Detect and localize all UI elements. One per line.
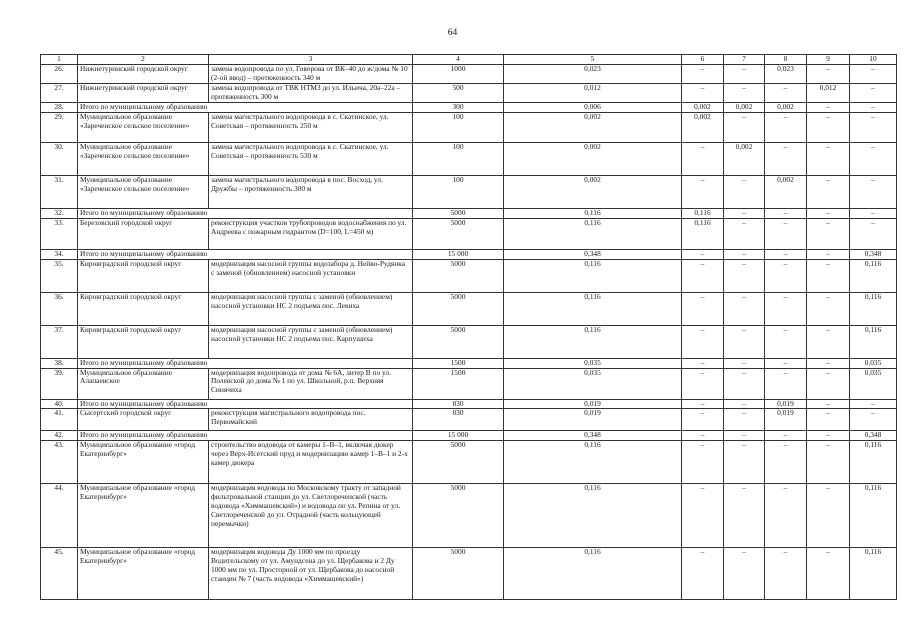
value-col-7: 0,002 — [724, 142, 765, 175]
value-col-8: – — [765, 259, 807, 292]
value-col-7: – — [724, 112, 765, 142]
total-row — [41, 208, 897, 218]
value-col-8: – — [765, 484, 807, 548]
column-header: 3 — [209, 55, 413, 65]
value-col-6: – — [682, 84, 724, 103]
value-col-6: – — [682, 249, 724, 259]
value-col-9: – — [807, 325, 850, 358]
value-col-6: 0,116 — [682, 218, 724, 249]
row-number: 43. — [41, 441, 78, 484]
value-col-9: – — [807, 484, 850, 548]
value-col-10: – — [850, 84, 897, 103]
total-label: Итого по муниципальному образованию — [78, 399, 413, 409]
value-col-8: – — [765, 441, 807, 484]
value-col-7: – — [724, 441, 765, 484]
value-col-7: – — [724, 65, 765, 84]
value-col-10: 0,116 — [850, 484, 897, 548]
column-header: 10 — [850, 55, 897, 65]
value-col-4: 5000 — [413, 548, 504, 600]
value-col-6: 0,002 — [682, 103, 724, 113]
value-col-6: – — [682, 142, 724, 175]
value-col-9: 0,012 — [807, 84, 850, 103]
value-col-9: – — [807, 358, 850, 368]
total-label: Итого по муниципальному образованию — [78, 358, 413, 368]
value-col-5: 0,019 — [504, 399, 682, 409]
row-number: 34. — [41, 249, 78, 259]
value-col-4: 1000 — [413, 65, 504, 84]
value-col-5: 0,116 — [504, 218, 682, 249]
value-col-7: – — [724, 175, 765, 208]
column-header: 2 — [78, 55, 209, 65]
value-col-4: 5000 — [413, 292, 504, 325]
table-row — [41, 292, 897, 325]
total-label: Итого по муниципальному образованию — [78, 249, 413, 259]
value-col-9: – — [807, 142, 850, 175]
value-col-4: 5000 — [413, 441, 504, 484]
row-number: 36. — [41, 292, 78, 325]
project-description-cell: замена водопровода по ул. Говорова от ВК–40 до ж/дома № 10 (2-ой ввод) – протяженность 340 м — [209, 65, 413, 84]
value-col-10: 0,348 — [850, 249, 897, 259]
municipality-cell: Сысертский городской округ — [78, 409, 209, 431]
value-col-6: 0,002 — [682, 112, 724, 142]
value-col-6: – — [682, 325, 724, 358]
value-col-5: 0,116 — [504, 325, 682, 358]
value-col-9: – — [807, 249, 850, 259]
value-col-10: – — [850, 65, 897, 84]
value-col-10: – — [850, 175, 897, 208]
value-col-9: – — [807, 292, 850, 325]
value-col-8: – — [765, 358, 807, 368]
value-col-10: 0,035 — [850, 358, 897, 368]
value-col-5: 0,116 — [504, 441, 682, 484]
project-description-cell: модернизация насосной группы с заменой (обновлением) насосной установки НС 2 подъема пос. Карпушиха — [209, 325, 413, 358]
table-row — [41, 218, 897, 249]
program-table — [40, 54, 897, 600]
value-col-8: 0,002 — [765, 175, 807, 208]
value-col-9: – — [807, 175, 850, 208]
table-row — [41, 142, 897, 175]
column-header: 9 — [807, 55, 850, 65]
value-col-8: – — [765, 112, 807, 142]
table-row — [41, 409, 897, 431]
total-row — [41, 249, 897, 259]
column-header: 7 — [724, 55, 765, 65]
value-col-9: – — [807, 208, 850, 218]
municipality-cell: Муниципальное образование «город Екатеринбург» — [78, 548, 209, 600]
column-header: 8 — [765, 55, 807, 65]
value-col-8: – — [765, 208, 807, 218]
value-col-7: – — [724, 325, 765, 358]
total-row — [41, 431, 897, 441]
table-row — [41, 548, 897, 600]
column-header: 4 — [413, 55, 504, 65]
column-header: 6 — [682, 55, 724, 65]
municipality-cell: Муниципальное образование «город Екатеринбург» — [78, 484, 209, 548]
value-col-9: – — [807, 65, 850, 84]
row-number: 29. — [41, 112, 78, 142]
project-description-cell: модернизация водовода Ду 1000 мм по проезду Водительскому от ул. Амундсена до ул. Щербакова и 2 Ду 1000 мм по ул. Просторной от ул. Щербакова до насосной станции № 7 (часть водовода «Химмашевский») — [209, 548, 413, 600]
value-col-10: 0,116 — [850, 325, 897, 358]
total-row — [41, 103, 897, 113]
value-col-7: – — [724, 249, 765, 259]
municipality-cell: Муниципальное образование «город Екатеринбург» — [78, 441, 209, 484]
municipality-cell: Муниципальное образование «Зареченское сельское поселение» — [78, 112, 209, 142]
value-col-6: – — [682, 65, 724, 84]
table-row — [41, 259, 897, 292]
value-col-4: 15 000 — [413, 249, 504, 259]
row-number: 30. — [41, 142, 78, 175]
value-col-8: – — [765, 431, 807, 441]
row-number: 37. — [41, 325, 78, 358]
value-col-4: 300 — [413, 103, 504, 113]
value-col-6: – — [682, 175, 724, 208]
value-col-5: 0,348 — [504, 249, 682, 259]
value-col-7: 0,002 — [724, 103, 765, 113]
value-col-8: – — [765, 368, 807, 399]
value-col-10: – — [850, 208, 897, 218]
value-col-9: – — [807, 103, 850, 113]
project-description-cell: модернизация водопровода от дома № 6А, литер В по ул. Полевской до дома № 1 по ул. Школьной, р.п. Верхняя Синячиха — [209, 368, 413, 399]
value-col-7: – — [724, 292, 765, 325]
value-col-6: – — [682, 399, 724, 409]
value-col-8: – — [765, 548, 807, 600]
value-col-9: – — [807, 548, 850, 600]
municipality-cell: Нижнетуринский городской округ — [78, 65, 209, 84]
value-col-4: 100 — [413, 142, 504, 175]
value-col-6: – — [682, 409, 724, 431]
table-row — [41, 175, 897, 208]
value-col-5: 0,002 — [504, 112, 682, 142]
value-col-4: 1500 — [413, 368, 504, 399]
value-col-5: 0,116 — [504, 208, 682, 218]
value-col-4: 15 000 — [413, 431, 504, 441]
value-col-10: 0,116 — [850, 441, 897, 484]
row-number: 26. — [41, 65, 78, 84]
value-col-7: – — [724, 208, 765, 218]
column-header: 5 — [504, 55, 682, 65]
value-col-4: 5000 — [413, 259, 504, 292]
value-col-8: – — [765, 142, 807, 175]
value-col-9: – — [807, 441, 850, 484]
value-col-8: 0,019 — [765, 399, 807, 409]
value-col-4: 1500 — [413, 358, 504, 368]
total-row — [41, 399, 897, 409]
value-col-6: – — [682, 358, 724, 368]
value-col-7: – — [724, 84, 765, 103]
total-label: Итого по муниципальному образованию — [78, 431, 413, 441]
row-number: 31. — [41, 175, 78, 208]
total-label: Итого по муниципальному образованию — [78, 103, 413, 113]
value-col-9: – — [807, 368, 850, 399]
value-col-9: – — [807, 409, 850, 431]
value-col-6: – — [682, 368, 724, 399]
project-description-cell: реконструкция участков трубопроводов водоснабжения по ул. Андреева с пожарным гидрантом (D=100, L=450 м) — [209, 218, 413, 249]
value-col-9: – — [807, 259, 850, 292]
row-number: 27. — [41, 84, 78, 103]
value-col-9: – — [807, 431, 850, 441]
value-col-7: – — [724, 409, 765, 431]
total-row — [41, 358, 897, 368]
municipality-cell: Березовский городской округ — [78, 218, 209, 249]
value-col-7: – — [724, 218, 765, 249]
value-col-5: 0,035 — [504, 358, 682, 368]
value-col-5: 0,019 — [504, 409, 682, 431]
value-col-4: 5000 — [413, 218, 504, 249]
value-col-7: – — [724, 399, 765, 409]
project-description-cell: строительство водовода от камеры 1–В–1, включая дюкер через Верх-Исетский пруд и модернизацию камер 1–В–1 и 2-х камер дюкера — [209, 441, 413, 484]
value-col-10: – — [850, 399, 897, 409]
project-description-cell: модернизация насосной группы водозабора д. Нейво-Рудянка с заменой (обновлением) насосной установки — [209, 259, 413, 292]
municipality-cell: Муниципальное образование «Зареченское сельское поселение» — [78, 142, 209, 175]
value-col-5: 0,116 — [504, 548, 682, 600]
value-col-5: 0,348 — [504, 431, 682, 441]
municipality-cell: Кировградский городской округ — [78, 325, 209, 358]
value-col-5: 0,116 — [504, 292, 682, 325]
value-col-10: 0,116 — [850, 548, 897, 600]
value-col-7: – — [724, 548, 765, 600]
value-col-7: – — [724, 368, 765, 399]
value-col-7: – — [724, 259, 765, 292]
row-number: 28. — [41, 103, 78, 113]
project-description-cell: модернизация водовода по Московскому тракту от западной фильтровальной станции до ул. Светлореченской (часть водовода «Химмашевский») и водовода по ул. Репина от ул. Светлореченской до ул. Отрадной (часть кольцующей перемычки) — [209, 484, 413, 548]
value-col-5: 0,002 — [504, 175, 682, 208]
project-description-cell: модернизация насосной группы с заменой (обновлением) насосной установки НС 2 подъема пос. Левиха — [209, 292, 413, 325]
project-description-cell: замена водопровода от ТВК НТМЗ до ул. Ильича, 20а–22а – протяженность 300 м — [209, 84, 413, 103]
value-col-7: – — [724, 484, 765, 548]
value-col-10: – — [850, 112, 897, 142]
value-col-5: 0,023 — [504, 65, 682, 84]
value-col-6: – — [682, 292, 724, 325]
table-row — [41, 112, 897, 142]
value-col-5: 0,002 — [504, 142, 682, 175]
row-number: 44. — [41, 484, 78, 548]
value-col-8: – — [765, 249, 807, 259]
value-col-4: 830 — [413, 409, 504, 431]
column-header: 1 — [41, 55, 78, 65]
value-col-6: – — [682, 441, 724, 484]
row-number: 40. — [41, 399, 78, 409]
project-description-cell: замена магистрального водопровода в с. Скатинское, ул. Советская – протяженность 530 м — [209, 142, 413, 175]
value-col-8: – — [765, 325, 807, 358]
value-col-8: – — [765, 292, 807, 325]
value-col-10: 0,348 — [850, 431, 897, 441]
table-row — [41, 65, 897, 84]
value-col-4: 5000 — [413, 208, 504, 218]
table-row — [41, 325, 897, 358]
value-col-8: – — [765, 218, 807, 249]
value-col-9: – — [807, 112, 850, 142]
municipality-cell: Нижнетуринский городской округ — [78, 84, 209, 103]
value-col-5: 0,116 — [504, 259, 682, 292]
value-col-7: – — [724, 358, 765, 368]
value-col-6: 0,116 — [682, 208, 724, 218]
value-col-4: 5000 — [413, 325, 504, 358]
value-col-10: – — [850, 218, 897, 249]
value-col-9: – — [807, 218, 850, 249]
value-col-4: 500 — [413, 84, 504, 103]
value-col-8: – — [765, 84, 807, 103]
value-col-10: – — [850, 103, 897, 113]
municipality-cell: Кировградский городской округ — [78, 259, 209, 292]
value-col-8: 0,023 — [765, 65, 807, 84]
project-description-cell: реконструкция магистрального водопровода пос. Первомайский — [209, 409, 413, 431]
value-col-10: – — [850, 142, 897, 175]
table-row — [41, 368, 897, 399]
value-col-10: 0,116 — [850, 259, 897, 292]
row-number: 42. — [41, 431, 78, 441]
table-row — [41, 441, 897, 484]
value-col-10: 0,116 — [850, 292, 897, 325]
row-number: 33. — [41, 218, 78, 249]
row-number: 38. — [41, 358, 78, 368]
value-col-7: – — [724, 431, 765, 441]
value-col-6: – — [682, 259, 724, 292]
row-number: 32. — [41, 208, 78, 218]
value-col-9: – — [807, 399, 850, 409]
value-col-4: 100 — [413, 175, 504, 208]
table-row — [41, 84, 897, 103]
value-col-5: 0,006 — [504, 103, 682, 113]
value-col-5: 0,035 — [504, 368, 682, 399]
value-col-5: 0,012 — [504, 84, 682, 103]
municipality-cell: Муниципальное образование Алапаевское — [78, 368, 209, 399]
value-col-4: 100 — [413, 112, 504, 142]
total-label: Итого по муниципальному образованию — [78, 208, 413, 218]
value-col-10: – — [850, 409, 897, 431]
row-number: 45. — [41, 548, 78, 600]
project-description-cell: замена магистрального водопровода в с. Скатинское, ул. Советская – протяженность 250 м — [209, 112, 413, 142]
row-number: 41. — [41, 409, 78, 431]
value-col-4: 830 — [413, 399, 504, 409]
value-col-5: 0,116 — [504, 484, 682, 548]
value-col-6: – — [682, 548, 724, 600]
row-number: 35. — [41, 259, 78, 292]
value-col-8: 0,002 — [765, 103, 807, 113]
municipality-cell: Кировградский городской округ — [78, 292, 209, 325]
column-number-row — [41, 55, 897, 65]
table-row — [41, 484, 897, 548]
municipality-cell: Муниципальное образование «Зареченское сельское поселение» — [78, 175, 209, 208]
project-description-cell: замена магистрального водопровода в пос. Восход, ул. Дружбы – протяженность 300 м — [209, 175, 413, 208]
row-number: 39. — [41, 368, 78, 399]
value-col-10: 0,035 — [850, 368, 897, 399]
value-col-6: – — [682, 431, 724, 441]
value-col-8: 0,019 — [765, 409, 807, 431]
page-number: 64 — [447, 28, 458, 38]
value-col-6: – — [682, 484, 724, 548]
value-col-4: 5000 — [413, 484, 504, 548]
